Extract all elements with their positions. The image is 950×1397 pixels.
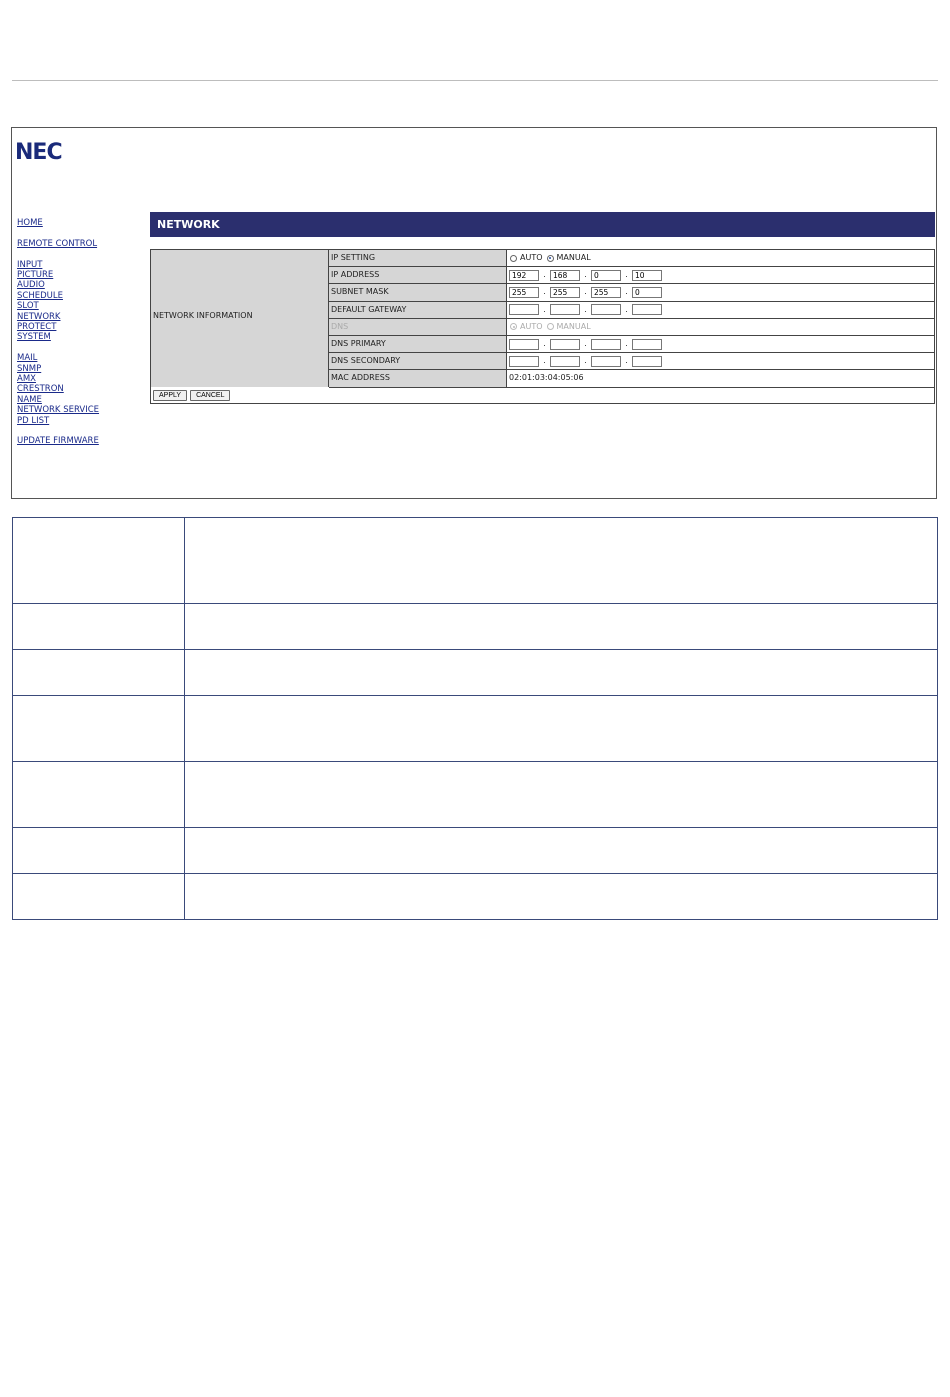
table-row [13,762,937,828]
subnet-mask-label: SUBNET MASK [329,284,507,300]
section-label-cell [151,250,329,387]
nav-snmp[interactable]: SNMP [17,363,42,374]
dns-secondary-octet-1[interactable] [509,356,539,367]
gateway-octet-1[interactable] [509,304,539,315]
network-settings-table [150,249,935,404]
nav-audio[interactable]: AUDIO [17,280,45,291]
dns-label: DNS [329,319,507,335]
nav-update-firmware[interactable]: UPDATE FIRMWARE [17,436,99,447]
ip-octet-3[interactable] [591,270,621,281]
dns-primary-octet-2[interactable] [550,339,580,350]
dns-secondary-octet-4[interactable] [632,356,662,367]
web-ui-screenshot [11,127,937,499]
nav-slot[interactable]: SLOT [17,301,39,312]
default-gateway-label: DEFAULT GATEWAY [329,302,507,318]
table-row [13,518,937,604]
dns-primary-label: DNS PRIMARY [329,336,507,352]
subnet-octet-3[interactable] [591,287,621,298]
description-table [12,517,938,920]
table-row [13,696,937,762]
nav-amx[interactable]: AMX [17,374,36,385]
gateway-octet-3[interactable] [591,304,621,315]
row-subnet-mask: SUBNET MASK 255 . 255 . 255 . 0 [329,284,934,301]
ip-octet-2[interactable] [550,270,580,281]
nav-crestron[interactable]: CRESTRON [17,384,64,395]
dns-secondary-label: DNS SECONDARY [329,353,507,369]
ip-setting-label: IP SETTING [329,250,507,266]
dns-primary-octet-1[interactable] [509,339,539,350]
nav-system[interactable]: SYSTEM [17,332,51,343]
ip-address-label: IP ADDRESS [329,267,507,283]
ip-octet-1[interactable] [509,270,539,281]
mac-address-value: 02:01:03:04:05:06 [509,373,584,383]
top-divider [12,80,938,81]
dns-secondary-octet-2[interactable] [550,356,580,367]
dns-primary-octet-4[interactable] [632,339,662,350]
dns-primary-octet-3[interactable] [591,339,621,350]
nav-home[interactable]: HOME [17,218,43,228]
subnet-octet-1[interactable] [509,287,539,298]
row-mac-address [329,370,934,387]
ip-octet-4[interactable] [632,270,662,281]
table-row [13,828,937,874]
subnet-octet-4[interactable] [632,287,662,298]
nav-name[interactable]: NAME [17,394,42,405]
row-dns [329,319,934,336]
ip-auto-label: AUTO [520,253,543,263]
subnet-octet-2[interactable] [550,287,580,298]
ip-auto-radio[interactable] [510,255,517,262]
mac-address-label: MAC ADDRESS [329,370,507,386]
section-label: NETWORK INFORMATION [153,311,253,320]
dns-auto-label: AUTO [520,321,543,331]
dns-auto-radio [510,323,517,330]
page-title: NETWORK [150,212,935,237]
row-ip-setting [329,250,934,267]
nav-remote-control[interactable]: REMOTE CONTROL [17,238,98,249]
nav-input[interactable]: INPUT [17,259,43,270]
row-default-gateway: DEFAULT GATEWAY . . . [329,302,934,319]
nav-pd-list[interactable]: PD LIST [17,415,50,426]
dns-secondary-octet-3[interactable] [591,356,621,367]
nav-picture[interactable]: PICTURE [17,270,54,280]
nec-logo: NEC [15,140,62,165]
nav-mail[interactable]: MAIL [17,353,38,364]
nav-schedule[interactable]: SCHEDULE [17,290,63,301]
table-row [13,874,937,919]
gateway-octet-4[interactable] [632,304,662,315]
ip-manual-label: MANUAL [556,253,591,263]
nav-network-service[interactable]: NETWORK SERVICE [17,405,100,416]
dns-manual-label: MANUAL [556,321,591,331]
apply-button[interactable]: APPLY [153,390,187,401]
nav-protect[interactable]: PROTECT [17,322,57,333]
table-row [13,650,937,696]
cancel-button[interactable]: CANCEL [190,390,230,401]
dns-manual-radio [547,323,554,330]
table-row [13,604,937,650]
row-ip-address: IP ADDRESS 192 . 168 . 0 . 10 [329,267,934,284]
row-dns-primary: DNS PRIMARY . . . [329,336,934,353]
form-buttons [153,390,230,401]
nav-network[interactable]: NETWORK [17,311,61,322]
row-dns-secondary: DNS SECONDARY . . . [329,353,934,370]
sidebar-nav [17,218,142,447]
gateway-octet-2[interactable] [550,304,580,315]
ip-manual-radio[interactable] [547,255,554,262]
